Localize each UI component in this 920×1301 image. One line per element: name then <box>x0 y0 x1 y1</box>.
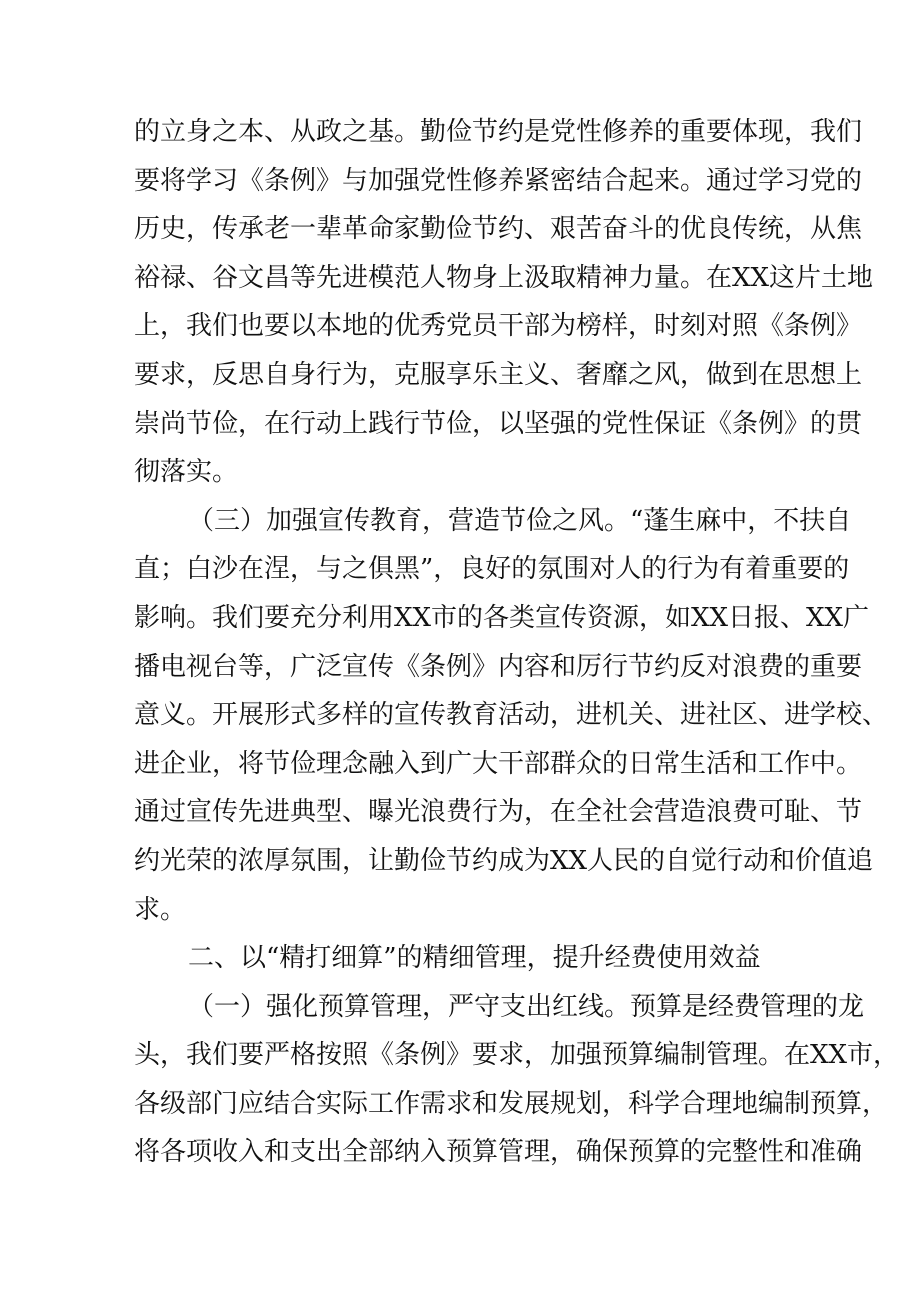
text-line: 通过宣传先进典型、曝光浪费行为，在全社会营造浪费可耻、节 <box>134 797 863 828</box>
text-line: 的立身之本、从政之基。勤俭节约是党性修养的重要体现，我们 <box>134 117 863 147</box>
text-line: 历史，传承老一辈革命家勤俭节约、艰苦奋斗的优良传统，从焦 <box>134 214 863 245</box>
text-line: （三）加强宣传教育，营造节俭之风。“蓬生麻中，不扶自 <box>188 505 852 536</box>
text-line: 播电视台等，广泛宣传《条例》内容和厉行节约反对浪费的重要 <box>134 651 863 682</box>
text-line: 上，我们也要以本地的优秀党员干部为榜样，时刻对照《条例》 <box>134 311 863 342</box>
text-line: 将各项收入和支出全部纳入预算管理，确保预算的完整性和准确 <box>134 1137 863 1168</box>
text-line: 裕禄、谷文昌等先进模范人物身上汲取精神力量。在XX这片土地 <box>134 262 874 293</box>
text-line: 直；白沙在涅，与之俱黑”，良好的氛围对人的行为有着重要的 <box>134 554 850 585</box>
text-line: 意义。开展形式多样的宣传教育活动，进机关、进社区、进学校、 <box>134 700 889 731</box>
text-line: 要将学习《条例》与加强党性修养紧密结合起来。通过学习党的 <box>134 165 863 196</box>
text-line: 影响。我们要充分利用XX市的各类宣传资源，如XX日报、XX广 <box>134 602 870 633</box>
text-line: 约光荣的浓厚氛围，让勤俭节约成为XX人民的自觉行动和价值追 <box>134 845 874 876</box>
text-line: 二、以“精打细算”的精细管理，提升经费使用效益 <box>188 943 761 974</box>
text-line: 头，我们要严格按照《条例》要求，加强预算编制管理。在XX市， <box>134 1040 900 1071</box>
text-line: 崇尚节俭，在行动上践行节俭，以坚强的党性保证《条例》的贯 <box>134 408 863 439</box>
text-line: 彻落实。 <box>134 457 239 488</box>
document-body <box>134 108 900 1177</box>
text-line: 进企业，将节俭理念融入到广大干部群众的日常生活和工作中。 <box>134 748 863 779</box>
text-line: 求。 <box>134 894 187 925</box>
text-line: 各级部门应结合实际工作需求和发展规划，科学合理地编制预算， <box>134 1088 889 1119</box>
text-line: 要求，反思自身行为，克服享乐主义、奢靡之风，做到在思想上 <box>134 359 863 390</box>
text-line: （一）强化预算管理，严守支出红线。预算是经费管理的龙 <box>188 991 865 1022</box>
